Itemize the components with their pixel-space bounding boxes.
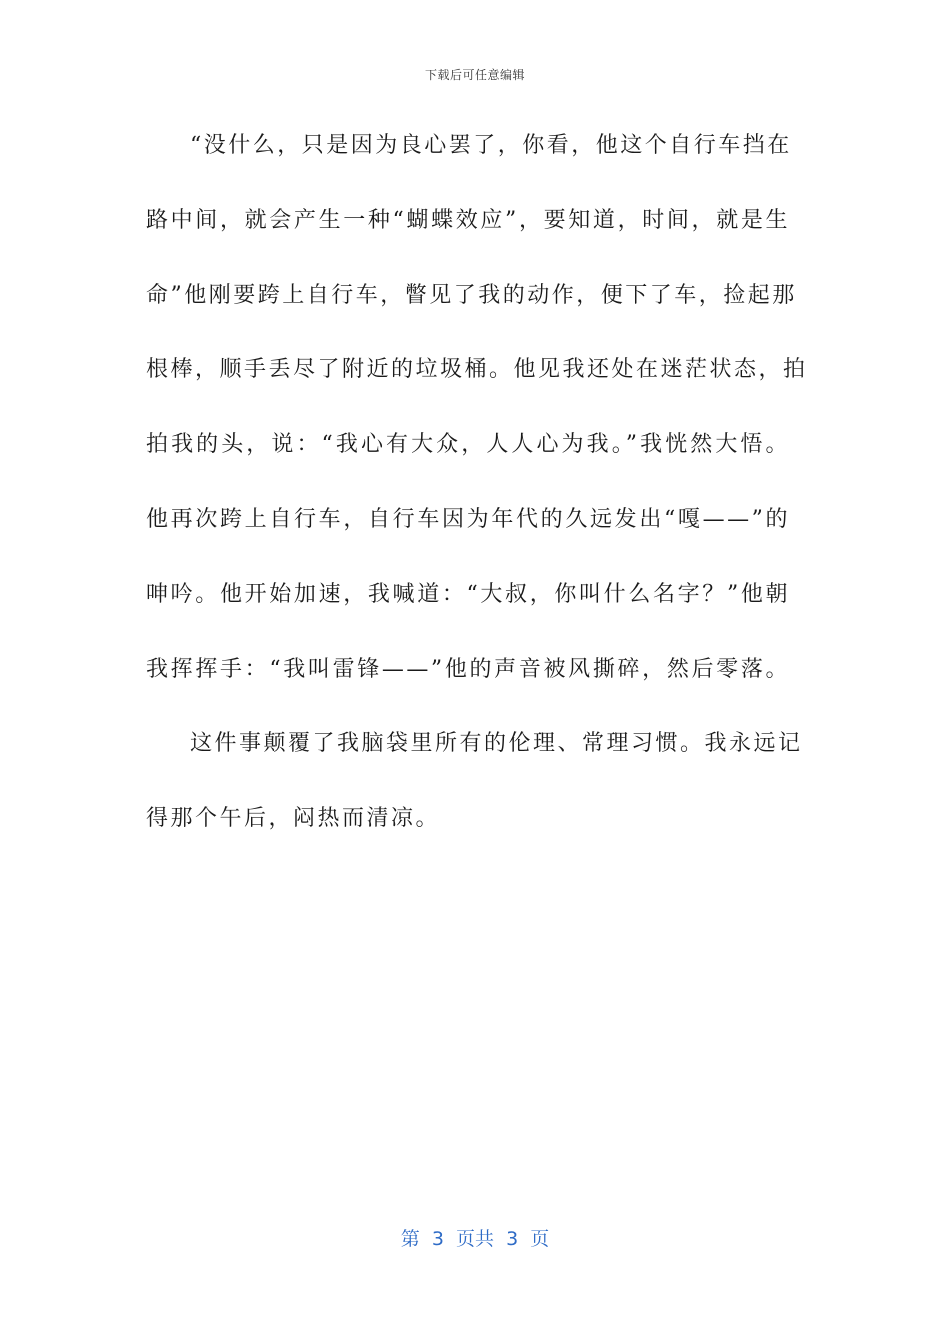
- paragraph-line: 得那个午后，闷热而清凉。: [146, 806, 441, 832]
- page-number: 第 3 页共 3 页: [400, 1228, 550, 1250]
- paragraph-line: 这件事颠覆了我脑袋里所有的伦理、常理习惯。我永远记: [190, 731, 803, 757]
- paragraph-line: 我挥挥手：“我叫雷锋——”他的声音被风撕碎，然后零落。: [146, 656, 790, 682]
- paragraph-line: 他再次跨上自行车，自行车因为年代的久远发出“嘎——”的: [146, 506, 790, 532]
- paragraph-line: “没什么，只是因为良心罢了，你看，他这个自行车挡在: [190, 133, 792, 158]
- paragraph-line: 拍我的头，说：“我心有大众，人人心为我。”我恍然大悟。: [146, 432, 790, 458]
- paragraph-line: 根棒，顺手丢尽了附近的垃圾桶。他见我还处在迷茫状态，拍: [146, 357, 808, 383]
- paragraph-line: 命”他刚要跨上自行车，瞥见了我的动作，便下了车，捡起那: [146, 282, 797, 308]
- paragraph-line: 呻吟。他开始加速，我喊道：“大叔，你叫什么名字？”他朝: [146, 581, 790, 607]
- paragraph-line: 路中间，就会产生一种“蝴蝶效应”，要知道，时间，就是生: [146, 207, 790, 233]
- header-note: 下载后可任意编辑: [424, 68, 525, 82]
- document-body: [146, 124, 808, 872]
